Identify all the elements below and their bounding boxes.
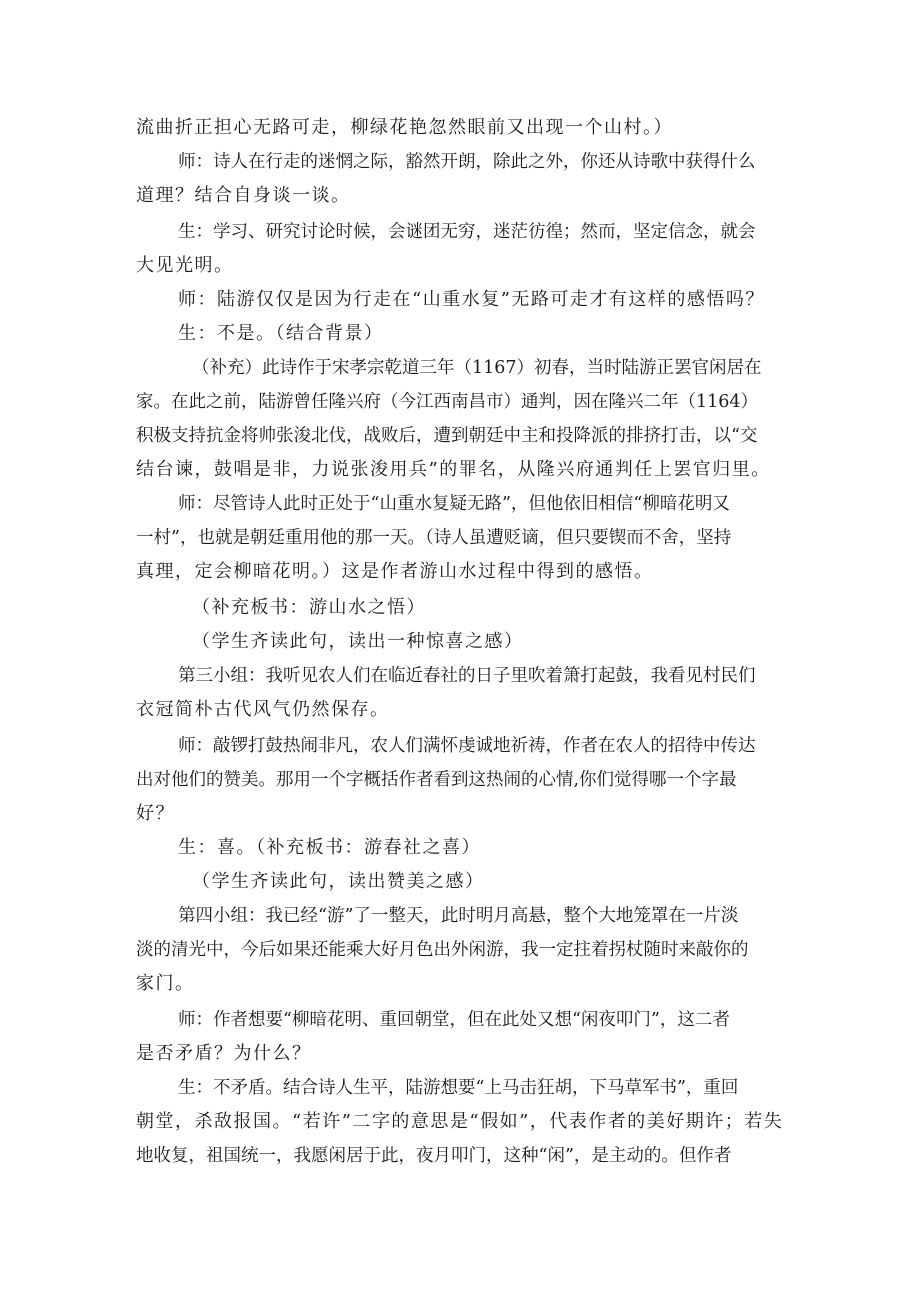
paragraph-line: 好？: [136, 803, 175, 824]
paragraph-line: 家门。: [136, 973, 195, 994]
paragraph-line: 真理，定会柳暗花明。）这是作者游山水过程中得到的感悟。: [136, 561, 654, 582]
paragraph-line: 淡的清光中，今后如果还能乘大好月色出外闲游，我一定拄着拐杖随时来敲你的: [136, 940, 749, 960]
paragraph-line: 第三小组：我听见农人们在临近春社的日子里吹着箫打起鼓，我看见村民们: [178, 666, 756, 686]
paragraph-line: 师：作者想要“柳暗花明、重回朝堂，但在此处又想“闲夜叩门”，这二者: [178, 1010, 730, 1030]
paragraph-line: 生：喜。（补充板书：游春社之喜）: [178, 837, 481, 858]
paragraph-line: 生：不是。（结合背景）: [178, 323, 384, 344]
paragraph-line: 一村”，也就是朝廷重用他的那一天。（诗人虽遭贬谪，但只要锲而不舍，坚持: [136, 528, 732, 548]
paragraph-line: 衣冠简朴古代风气仍然保存。: [136, 699, 390, 720]
paragraph-line: 流曲折正担心无路可走，柳绿花艳忽然眼前又出现一个山村。）: [136, 117, 673, 138]
paragraph-line: 生：学习、研究讨论时候，会谜团无穷，迷茫彷徨；然而，坚定信念，就会: [178, 222, 756, 242]
paragraph-line: 结台谏，鼓唱是非，力说张浚用兵”的罪名，从隆兴府通判任上罢官归里。: [136, 459, 771, 480]
paragraph-line: 出对他们的赞美。那用一个字概括作者看到这热闹的心情,你们觉得哪一个字最: [136, 770, 737, 790]
paragraph-line: 家。在此之前，陆游曾任隆兴府（今江西南昌市）通判，因在隆兴二年（1164）: [136, 392, 759, 412]
paragraph-line: 师：尽管诗人此时正处于“山重水复疑无路”，但他依旧相信“柳暗花明又: [178, 494, 730, 514]
paragraph-line: （学生齐读此句，读出赞美之感）: [192, 871, 485, 892]
paragraph-line: （补充板书：游山水之悟）: [192, 597, 426, 618]
paragraph-line: 师：敲锣打鼓热闹非凡，农人们满怀虔诚地祈祷，作者在农人的招待中传达: [178, 736, 756, 756]
paragraph-line: 大见光明。: [136, 255, 234, 276]
paragraph-line: 是否矛盾？为什么？: [136, 1043, 312, 1064]
paragraph-line: 朝堂，杀敌报国。“若许”二字的意思是“假如”，代表作者的美好期许；若失: [136, 1111, 784, 1132]
paragraph-line: 师：陆游仅仅是因为行走在“山重水复”无路可走才有这样的感悟吗？: [178, 289, 765, 310]
paragraph-line: 道理？结合自身谈一谈。: [136, 185, 351, 206]
paragraph-line: （学生齐读此句，读出一种惊喜之感）: [192, 631, 524, 652]
paragraph-line: 地收复，祖国统一，我愿闲居于此，夜月叩门，这种“闲”，是主动的。但作者: [136, 1146, 732, 1166]
paragraph-line: （补充）此诗作于宋孝宗乾道三年（1167）初春，当时陆游正罢官闲居在: [192, 358, 762, 378]
paragraph-line: 生：不矛盾。结合诗人生平，陆游想要“上马击狂胡，下马草军书”，重回: [178, 1078, 739, 1098]
paragraph-line: 第四小组：我已经“游”了一整天，此时明月高悬，整个大地笼罩在一片淡: [178, 906, 739, 926]
paragraph-line: 师：诗人在行走的迷惘之际，豁然开朗，除此之外，你还从诗歌中获得什么: [178, 152, 756, 172]
paragraph-line: 积极支持抗金将帅张浚北伐，战败后，遭到朝廷中主和投降派的排挤打击，以“交: [136, 426, 758, 446]
